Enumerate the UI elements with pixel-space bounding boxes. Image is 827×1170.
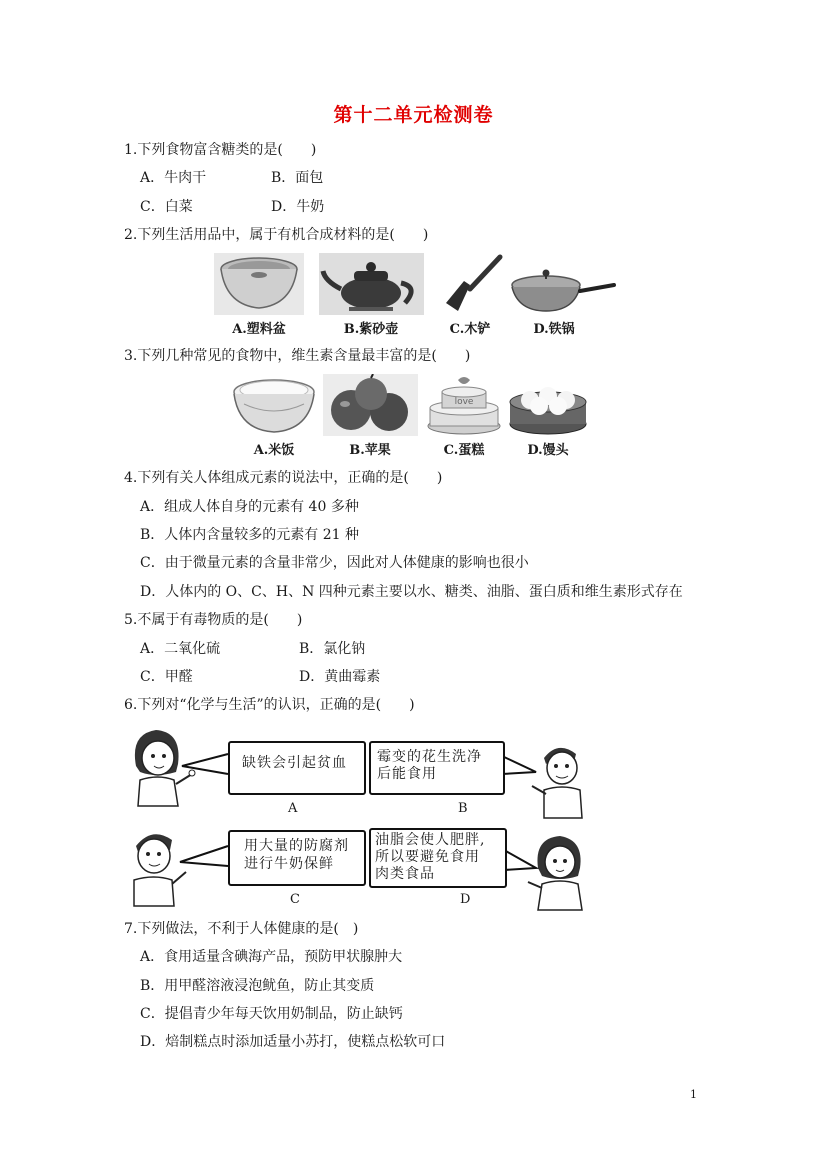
bubble-b-text-line1: 霉变的花生洗净 xyxy=(377,749,482,765)
question-7-stem: 7.下列做法，不利于人体健康的是( ) xyxy=(124,921,359,937)
question-1-option-d: D．牛奶 xyxy=(271,199,325,215)
question-6-stem: 6.下列对“化学与生活”的认识，正确的是( ) xyxy=(124,697,415,713)
bubble-d-label: D xyxy=(460,892,471,907)
question-1-option-a: A．牛肉干 xyxy=(140,170,207,186)
bubble-c-tail xyxy=(178,842,230,876)
question-4-option-d: D．人体内的 O、C、H、N 四种元素主要以水、糖类、油脂、蛋白质和维生素形式存在 xyxy=(140,584,683,600)
bubble-a-tail xyxy=(180,748,230,788)
question-3-caption-b: B.苹果 xyxy=(349,443,391,458)
bubble-c-text-line1: 用大量的防腐剂 xyxy=(244,838,349,854)
question-1-stem: 1.下列食物富含糖类的是( ) xyxy=(124,142,317,158)
question-7-option-b: B．用甲醛溶液浸泡鱿鱼，防止其变质 xyxy=(140,978,375,994)
bubble-d-text-line2: 所以要避免食用 xyxy=(375,849,480,865)
question-3-caption-d: D.馒头 xyxy=(527,443,569,458)
bubble-b-label: B xyxy=(458,801,468,816)
steamed-buns-image xyxy=(508,374,588,436)
svg-text:love: love xyxy=(454,397,474,407)
bubble-d-tail xyxy=(502,846,540,880)
question-3-caption-c: C.蛋糕 xyxy=(443,443,485,458)
cake-image xyxy=(424,374,504,436)
iron-wok-image xyxy=(506,263,616,317)
question-7-option-a: A．食用适量含碘海产品，预防甲状腺肿大 xyxy=(140,949,403,965)
question-4-option-a: A．组成人体自身的元素有 40 多种 xyxy=(140,499,359,515)
question-3-stem: 3.下列几种常见的食物中，维生素含量最丰富的是( ) xyxy=(124,348,471,364)
bubble-b-tail xyxy=(500,752,540,786)
bubble-a-label: A xyxy=(288,801,298,816)
question-2-caption-c: C.木铲 xyxy=(449,322,491,337)
question-7-option-c: C．提倡青少年每天饮用奶制品，防止缺钙 xyxy=(140,1006,403,1022)
question-5-option-d: D．黄曲霉素 xyxy=(299,669,381,685)
bubble-d-text-line1: 油脂会使人肥胖, xyxy=(375,832,486,848)
question-5-option-a: A．二氧化硫 xyxy=(140,641,221,657)
wooden-spatula-image xyxy=(440,253,505,315)
question-4-option-b: B．人体内含量较多的元素有 21 种 xyxy=(140,527,360,543)
question-1-option-b: B．面包 xyxy=(271,170,324,186)
question-7-option-d: D．焙制糕点时添加适量小苏打，使糕点松软可口 xyxy=(140,1034,446,1050)
rice-bowl-image xyxy=(229,374,319,436)
question-5-stem: 5.不属于有毒物质的是( ) xyxy=(124,612,303,628)
question-4-stem: 4.下列有关人体组成元素的说法中，正确的是( ) xyxy=(124,470,443,486)
question-2-caption-d: D.铁锅 xyxy=(533,322,575,337)
question-2-stem: 2.下列生活用品中，属于有机合成材料的是( ) xyxy=(124,227,429,243)
question-5-option-b: B．氯化钠 xyxy=(299,641,366,657)
question-2-caption-b: B.紫砂壶 xyxy=(343,322,399,337)
question-2-caption-a: A.塑料盆 xyxy=(232,322,286,337)
clay-teapot-image xyxy=(319,253,424,315)
bubble-d-text-line3: 肉类食品 xyxy=(375,866,435,882)
page-title: 第十二单元检测卷 xyxy=(333,104,494,126)
bubble-c-label: C xyxy=(290,892,300,907)
bubble-a-text: 缺铁会引起贫血 xyxy=(242,755,347,771)
question-5-option-c: C．甲醛 xyxy=(140,669,193,685)
bubble-c-text-line2: 进行牛奶保鲜 xyxy=(244,856,334,872)
question-3-caption-a: A.米饭 xyxy=(253,443,295,458)
question-1-option-c: C．白菜 xyxy=(140,199,193,215)
question-4-option-c: C．由于微量元素的含量非常少，因此对人体健康的影响也很小 xyxy=(140,555,529,571)
bubble-b-text-line2: 后能食用 xyxy=(377,766,437,782)
apples-image xyxy=(323,374,418,436)
page-number: 1 xyxy=(690,1088,697,1101)
plastic-basin-image xyxy=(214,253,304,315)
